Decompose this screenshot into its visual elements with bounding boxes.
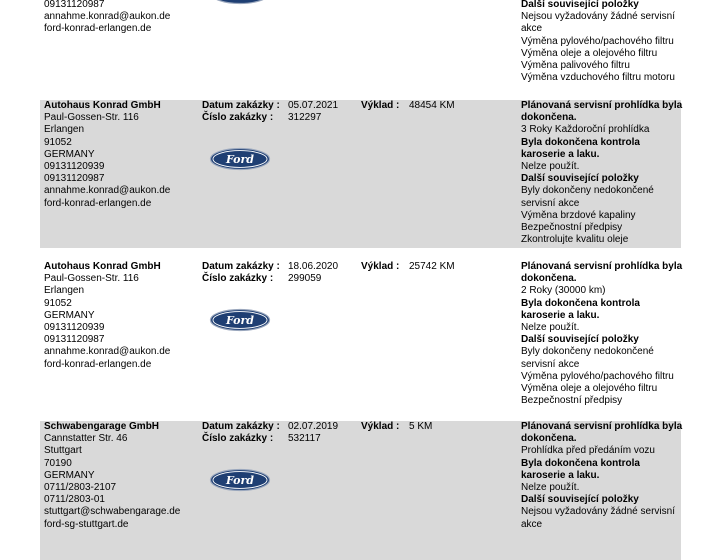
order-date-value: 02.07.2019: [288, 421, 339, 432]
service-column: [521, 0, 681, 84]
dealer-line: Stuttgart: [44, 445, 82, 457]
service-record: [40, 261, 681, 409]
service-line: Další související položky: [521, 0, 639, 10]
order-date-label: Datum zakázky :: [202, 261, 280, 272]
ford-logo-partial: [209, 0, 271, 5]
service-line: Výměna pylového/pachového filtru: [521, 370, 674, 382]
dealer-line: 09131120987: [44, 334, 105, 346]
mileage: [361, 100, 511, 112]
order-number-label: Číslo zakázky :: [202, 112, 274, 124]
service-line: Výměna oleje a olejového filtru: [521, 383, 658, 395]
service-line: Bezpečnostní předpisy: [521, 222, 623, 234]
mileage-label: Výklad :: [361, 100, 400, 111]
service-heading: Byla dokončena kontrola: [521, 297, 640, 309]
dealer-line: Cannstatter Str. 46: [44, 433, 128, 445]
dealer-line: GERMANY: [44, 148, 95, 160]
service-column: [521, 261, 681, 407]
order-meta: [202, 421, 382, 445]
dealer-line: GERMANY: [44, 469, 95, 481]
service-line: Byly dokončeny nedokončené: [521, 346, 654, 358]
ford-logo-text: Ford: [225, 474, 255, 487]
dealer-email[interactable]: annahme.konrad@aukon.de: [44, 11, 171, 23]
service-line: Výměna brzdové kapaliny: [521, 209, 636, 221]
dealer-line: Paul-Gossen-Str. 116: [44, 273, 139, 285]
dealer-email[interactable]: stuttgart@schwabengarage.de: [44, 506, 181, 518]
service-column: [521, 421, 681, 531]
service-heading: dokončena.: [521, 273, 577, 285]
service-heading: Byla dokončena kontrola: [521, 136, 640, 148]
service-line: servisní akce: [521, 358, 580, 370]
service-line: servisní akce: [521, 197, 580, 209]
service-line: Nejsou vyžadovány žádné servisní: [521, 506, 675, 518]
dealer-column: [44, 261, 194, 371]
service-line: Byly dokončeny nedokončené: [521, 185, 654, 197]
service-line: Výměna pylového/pachového filtru: [521, 35, 674, 47]
service-line: Výměna oleje a olejového filtru: [521, 47, 658, 59]
order-date-label: Datum zakázky :: [202, 421, 280, 432]
order-number-value: 299059: [288, 273, 322, 285]
dealer-email[interactable]: annahme.konrad@aukon.de: [44, 346, 171, 358]
mileage: [361, 261, 511, 273]
service-line: Nelze použít.: [521, 322, 580, 334]
dealer-website[interactable]: ford-konrad-erlangen.de: [44, 197, 152, 209]
service-line: Výměna vzduchového filtru motoru: [521, 72, 675, 84]
service-line: akce: [521, 23, 543, 35]
dealer-line: 09131120939: [44, 161, 105, 173]
dealer-name: Autohaus Konrad GmbH: [44, 261, 161, 272]
service-heading: dokončena.: [521, 112, 577, 124]
dealer-line: Erlangen: [44, 124, 85, 136]
service-heading: Byla dokončena kontrola: [521, 457, 640, 469]
order-meta: [202, 261, 382, 285]
mileage-label: Výklad :: [361, 421, 400, 432]
service-heading: Plánovaná servisní prohlídka byla: [521, 421, 683, 432]
service-line: 2 Roky (30000 km): [521, 285, 606, 297]
service-heading: Plánovaná servisní prohlídka byla: [521, 261, 683, 272]
service-line: Prohlídka před předáním vozu: [521, 445, 655, 457]
service-record: [40, 100, 681, 248]
service-line: Výměna palivového filtru: [521, 60, 630, 72]
order-number-label: Číslo zakázky :: [202, 273, 274, 285]
dealer-line: 0711/2803-2107: [44, 482, 117, 494]
ford-logo: [209, 147, 271, 171]
dealer-line: 91052: [44, 136, 72, 148]
service-column: [521, 100, 681, 246]
service-heading: Plánovaná servisní prohlídka byla: [521, 100, 683, 111]
service-heading: Další související položky: [521, 334, 639, 346]
service-line: 3 Roky Každoroční prohlídka: [521, 124, 650, 136]
service-line: Bezpečnostní předpisy: [521, 395, 623, 407]
dealer-line: 09131120939: [44, 322, 105, 334]
order-date-label: Datum zakázky :: [202, 100, 280, 111]
mileage-value: 5 KM: [409, 421, 433, 432]
service-heading: karoserie a laku.: [521, 469, 600, 481]
dealer-line: 70190: [44, 457, 72, 469]
order-number-value: 312297: [288, 112, 322, 124]
ford-logo: [209, 468, 271, 492]
service-line: Nelze použít.: [521, 482, 580, 494]
dealer-website[interactable]: ford-konrad-erlangen.de: [44, 23, 152, 35]
service-line: akce: [521, 518, 543, 530]
dealer-name: Schwabengarage GmbH: [44, 421, 160, 432]
service-heading: dokončena.: [521, 433, 577, 445]
dealer-column: [44, 0, 194, 36]
dealer-line: Paul-Gossen-Str. 116: [44, 112, 139, 124]
dealer-email[interactable]: annahme.konrad@aukon.de: [44, 185, 171, 197]
dealer-line: Erlangen: [44, 285, 85, 297]
order-meta: [202, 100, 382, 124]
dealer-column: [44, 421, 194, 531]
dealer-line: 09131120987: [44, 173, 105, 185]
dealer-column: [44, 100, 194, 210]
ford-logo: [209, 308, 271, 332]
service-heading: Další související položky: [521, 494, 639, 506]
service-heading: karoserie a laku.: [521, 309, 600, 321]
mileage: [361, 421, 511, 433]
order-date-value: 05.07.2021: [288, 100, 339, 111]
service-record: [40, 421, 681, 560]
mileage-value: 48454 KM: [409, 100, 455, 111]
order-number-label: Číslo zakázky :: [202, 433, 274, 445]
service-line: Nelze použít.: [521, 161, 580, 173]
dealer-line: 91052: [44, 297, 72, 309]
dealer-name: Autohaus Konrad GmbH: [44, 100, 161, 111]
service-heading: karoserie a laku.: [521, 148, 600, 160]
dealer-website[interactable]: ford-sg-stuttgart.de: [44, 518, 129, 530]
dealer-line: 09131120987: [44, 0, 105, 10]
order-date-value: 18.06.2020: [288, 261, 339, 272]
service-line: Zkontrolujte kvalitu oleje: [521, 234, 629, 246]
order-number-value: 532117: [288, 433, 321, 445]
dealer-line: GERMANY: [44, 309, 95, 321]
service-heading: Další související položky: [521, 173, 639, 185]
service-line: Nejsou vyžadovány žádné servisní: [521, 11, 675, 23]
mileage-label: Výklad :: [361, 261, 400, 272]
dealer-line: 0711/2803-01: [44, 494, 105, 506]
dealer-website[interactable]: ford-konrad-erlangen.de: [44, 358, 152, 370]
record-fragment-top: [40, 0, 681, 91]
mileage-value: 25742 KM: [409, 261, 455, 272]
ford-logo-text: Ford: [225, 153, 255, 166]
ford-logo-text: Ford: [225, 314, 255, 327]
